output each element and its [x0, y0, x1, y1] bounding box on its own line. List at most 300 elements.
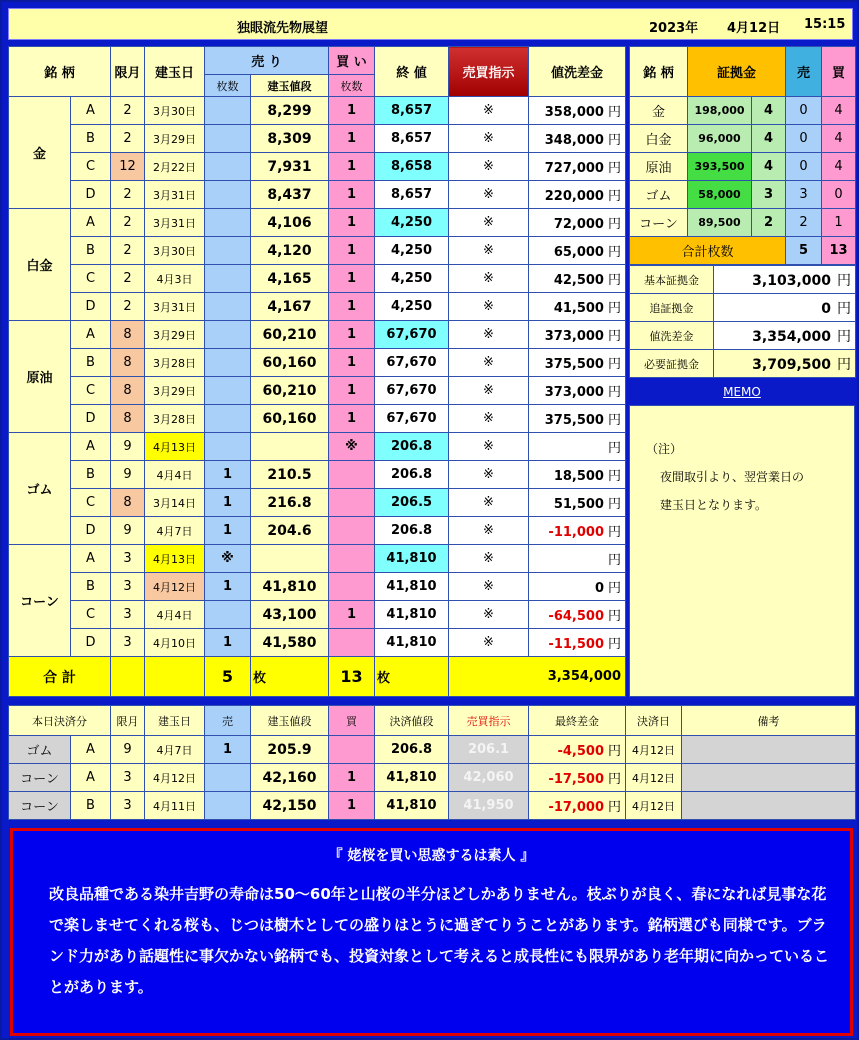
table-row: [9, 405, 626, 433]
row-close: 8,657: [375, 125, 449, 153]
row-gengetsu: 2: [111, 125, 145, 153]
row-price: 210.5: [251, 461, 329, 489]
row-close: 8,658: [375, 153, 449, 181]
row-tategyokubi: 2月22日: [145, 153, 205, 181]
row-diff: [529, 517, 626, 545]
row-tategyokubi: 3月31日: [145, 293, 205, 321]
row-diff-value: -11,000: [548, 525, 604, 540]
settle-close: 41,810: [375, 792, 449, 820]
row-tategyokubi: 3月30日: [145, 237, 205, 265]
row-grade: B: [71, 573, 111, 601]
group-name: 金: [9, 97, 71, 209]
settle-diff-unit: 円: [607, 772, 621, 787]
row-buy-qty: 1: [329, 181, 375, 209]
row-gengetsu: 8: [111, 321, 145, 349]
margin-amount: 96,000: [688, 125, 752, 153]
row-diff: [529, 265, 626, 293]
row-price: 41,580: [251, 629, 329, 657]
row-tategyokubi: 4月13日: [145, 433, 205, 461]
row-diff-unit: 円: [607, 385, 621, 400]
row-close: 67,670: [375, 377, 449, 405]
row-close: 41,810: [375, 601, 449, 629]
row-price: 60,160: [251, 349, 329, 377]
row-close: 4,250: [375, 293, 449, 321]
row-gengetsu: 3: [111, 573, 145, 601]
settle-col-kind: 本日決済分: [9, 706, 111, 736]
row-diff-value: 72,000: [553, 217, 604, 232]
table-row: [9, 321, 626, 349]
row-grade: D: [71, 517, 111, 545]
settle-col-kessai-nedan: 決済値段: [375, 706, 449, 736]
margin-summary-row: [630, 294, 856, 322]
margin-table: [629, 46, 856, 265]
row-gengetsu: 9: [111, 517, 145, 545]
col-uri-maisu: 枚数: [205, 75, 251, 97]
row-diff: [529, 573, 626, 601]
row-buy-qty: 1: [329, 293, 375, 321]
row-gengetsu: 3: [111, 601, 145, 629]
margin-body: [630, 97, 856, 237]
table-row: [9, 125, 626, 153]
memo-note-label: （注）: [646, 442, 683, 456]
row-sell-qty: [205, 377, 251, 405]
table-row: [9, 629, 626, 657]
row-instruction: ※: [449, 237, 529, 265]
row-instruction: ※: [449, 489, 529, 517]
memo-note-line2: 建玉日となります。: [660, 498, 768, 512]
summary-unit: 円: [837, 300, 851, 317]
settlement-table: [8, 705, 856, 820]
row-diff: [529, 461, 626, 489]
row-buy-qty: 1: [329, 153, 375, 181]
col-baibai-shiji: 売買指示: [449, 47, 529, 97]
col-tategyoku-nedan: 建玉値段: [251, 75, 329, 97]
settle-col-baibai-shiji: 売買指示: [449, 706, 529, 736]
row-close: 8,657: [375, 97, 449, 125]
settle-sell-qty: [205, 764, 251, 792]
settle-diff-value: -17,500: [548, 772, 604, 787]
row-tategyokubi: 3月28日: [145, 349, 205, 377]
row-diff: [529, 293, 626, 321]
row-tategyokubi: 3月29日: [145, 125, 205, 153]
row-tategyokubi: 4月7日: [145, 517, 205, 545]
row-sell-qty: [205, 125, 251, 153]
row-buy-qty: 1: [329, 209, 375, 237]
row-diff-value: 373,000: [544, 385, 604, 400]
row-diff-unit: 円: [607, 581, 621, 596]
row-gengetsu: 2: [111, 97, 145, 125]
row-tategyokubi: 4月10日: [145, 629, 205, 657]
row-buy-qty: 1: [329, 349, 375, 377]
row-price: [251, 433, 329, 461]
row-grade: B: [71, 125, 111, 153]
row-diff-unit: 円: [607, 413, 621, 428]
row-sell-qty: [205, 405, 251, 433]
header-date: 4月12日: [727, 21, 781, 36]
row-diff-value: 727,000: [544, 161, 604, 176]
summary-value: [714, 266, 856, 294]
settle-diff-value: -17,000: [548, 800, 604, 815]
row-gengetsu: 8: [111, 405, 145, 433]
row-tategyokubi: 4月3日: [145, 265, 205, 293]
row-gengetsu: 9: [111, 433, 145, 461]
margin-sell: 2: [786, 209, 822, 237]
margin-buy: 4: [822, 153, 856, 181]
col-owarine: 終 値: [375, 47, 449, 97]
settle-instruction: 41,950: [449, 792, 529, 820]
settle-grade: A: [71, 764, 111, 792]
margin-count: 4: [752, 97, 786, 125]
settle-buy-qty: [329, 736, 375, 764]
row-close: 206.8: [375, 433, 449, 461]
table-row: [9, 601, 626, 629]
row-gengetsu: 2: [111, 237, 145, 265]
col-tategyokubi: 建玉日: [145, 47, 205, 97]
row-gengetsu: 2: [111, 209, 145, 237]
row-diff-unit: 円: [607, 469, 621, 484]
row-instruction: ※: [449, 405, 529, 433]
row-sell-qty: 1: [205, 573, 251, 601]
row-diff-unit: 円: [607, 105, 621, 120]
row-diff: [529, 629, 626, 657]
table-row: [9, 237, 626, 265]
margin-amount: 198,000: [688, 97, 752, 125]
row-buy-qty: [329, 489, 375, 517]
total-label: 合 計: [9, 657, 111, 697]
row-diff-unit: 円: [607, 161, 621, 176]
row-sell-qty: [205, 349, 251, 377]
row-diff-value: 42,500: [553, 273, 604, 288]
memo-link[interactable]: MEMO: [723, 385, 761, 399]
summary-amount: 3,354,000: [752, 328, 831, 345]
summary-value: [714, 322, 856, 350]
table-row: [9, 461, 626, 489]
settle-sell-qty: [205, 792, 251, 820]
table-row: [9, 517, 626, 545]
row-sell-qty: [205, 209, 251, 237]
row-price: 4,167: [251, 293, 329, 321]
settle-price: 42,160: [251, 764, 329, 792]
summary-label: 必要証拠金: [630, 350, 714, 378]
settle-price: 205.9: [251, 736, 329, 764]
row-diff: [529, 321, 626, 349]
row-grade: A: [71, 433, 111, 461]
settle-col-kai: 買: [329, 706, 375, 736]
settle-gengetsu: 3: [111, 792, 145, 820]
row-price: 8,309: [251, 125, 329, 153]
margin-count: 4: [752, 153, 786, 181]
total-buy-unit: 枚: [375, 657, 449, 697]
row-price: 216.8: [251, 489, 329, 517]
settle-diff: [529, 792, 626, 820]
summary-value: [714, 294, 856, 322]
row-diff-value: 358,000: [544, 105, 604, 120]
row-buy-qty: ※: [329, 433, 375, 461]
settle-price: 42,150: [251, 792, 329, 820]
margin-col-meigara: 銘 柄: [630, 47, 688, 97]
row-diff-value: 41,500: [553, 301, 604, 316]
row-grade: D: [71, 181, 111, 209]
row-grade: C: [71, 377, 111, 405]
table-row: [9, 489, 626, 517]
row-diff-value: 373,000: [544, 329, 604, 344]
row-sell-qty: 1: [205, 489, 251, 517]
row-diff-unit: 円: [607, 189, 621, 204]
row-gengetsu: 3: [111, 629, 145, 657]
settle-col-saishu: 最終差金: [529, 706, 626, 736]
row-close: 67,670: [375, 349, 449, 377]
message-box: [10, 828, 853, 1036]
row-buy-qty: [329, 517, 375, 545]
row-sell-qty: 1: [205, 629, 251, 657]
table-row: [9, 293, 626, 321]
row-tategyokubi: 4月4日: [145, 461, 205, 489]
margin-summary-row: [630, 322, 856, 350]
row-instruction: ※: [449, 349, 529, 377]
margin-sell: 0: [786, 97, 822, 125]
row-sell-qty: [205, 433, 251, 461]
row-gengetsu: 3: [111, 545, 145, 573]
header-year: 2023年: [649, 21, 699, 36]
row-instruction: ※: [449, 629, 529, 657]
settle-name: コーン: [9, 764, 71, 792]
row-diff: [529, 125, 626, 153]
row-close: 67,670: [375, 405, 449, 433]
memo-panel: [629, 405, 855, 697]
row-diff: [529, 405, 626, 433]
row-instruction: ※: [449, 153, 529, 181]
settle-grade: A: [71, 736, 111, 764]
row-buy-qty: 1: [329, 97, 375, 125]
table-row: [9, 265, 626, 293]
row-price: 60,210: [251, 377, 329, 405]
row-instruction: ※: [449, 293, 529, 321]
row-instruction: ※: [449, 601, 529, 629]
margin-count-label: 合計枚数: [630, 237, 786, 265]
row-buy-qty: 1: [329, 377, 375, 405]
summary-unit: 円: [837, 356, 851, 373]
row-diff: [529, 97, 626, 125]
settlement-row: [9, 792, 856, 820]
margin-buy: 0: [822, 181, 856, 209]
row-diff-unit: 円: [607, 357, 621, 372]
row-diff-value: 220,000: [544, 189, 604, 204]
positions-table: [8, 46, 626, 697]
settle-col-kessaibi: 決済日: [626, 706, 682, 736]
margin-summary-row: [630, 266, 856, 294]
margin-summary-body: [630, 266, 856, 378]
row-instruction: ※: [449, 377, 529, 405]
row-diff-unit: 円: [607, 525, 621, 540]
row-buy-qty: 1: [329, 237, 375, 265]
row-tategyokubi: 4月13日: [145, 545, 205, 573]
margin-col-shokokin: 証拠金: [688, 47, 786, 97]
row-diff-unit: 円: [607, 441, 621, 456]
row-tategyokubi: 3月31日: [145, 209, 205, 237]
settle-date: 4月12日: [626, 736, 682, 764]
table-row: [9, 433, 626, 461]
settle-note: [682, 764, 856, 792]
margin-count-sell: 5: [786, 237, 822, 265]
row-diff-unit: 円: [607, 637, 621, 652]
row-diff-unit: 円: [607, 245, 621, 260]
col-meigara: 銘 柄: [9, 47, 111, 97]
margin-name: 金: [630, 97, 688, 125]
group-name: 白金: [9, 209, 71, 321]
row-close: 8,657: [375, 181, 449, 209]
row-buy-qty: [329, 629, 375, 657]
row-diff-unit: 円: [607, 609, 621, 624]
margin-sell: 0: [786, 153, 822, 181]
settle-col-uri: 売: [205, 706, 251, 736]
settle-instruction: 42,060: [449, 764, 529, 792]
row-gengetsu: 12: [111, 153, 145, 181]
summary-value: [714, 350, 856, 378]
table-row: [9, 377, 626, 405]
col-kai-maisu: 枚数: [329, 75, 375, 97]
row-sell-qty: [205, 321, 251, 349]
row-gengetsu: 2: [111, 293, 145, 321]
col-nearai: 値洗差金: [529, 47, 626, 97]
row-diff-unit: 円: [607, 497, 621, 512]
settle-close: 206.8: [375, 736, 449, 764]
row-grade: C: [71, 153, 111, 181]
row-gengetsu: 9: [111, 461, 145, 489]
row-diff-value: 375,500: [544, 357, 604, 372]
settle-diff-unit: 円: [607, 744, 621, 759]
settle-note: [682, 792, 856, 820]
margin-name: ゴム: [630, 181, 688, 209]
row-grade: A: [71, 545, 111, 573]
row-grade: A: [71, 321, 111, 349]
total-diff: 3,354,000: [449, 657, 626, 697]
table-row: [9, 209, 626, 237]
row-tategyokubi: 3月29日: [145, 377, 205, 405]
row-instruction: ※: [449, 209, 529, 237]
row-diff: [529, 489, 626, 517]
row-close: 4,250: [375, 209, 449, 237]
row-grade: B: [71, 237, 111, 265]
row-tategyokubi: 3月14日: [145, 489, 205, 517]
message-title: 『 姥桜を買い思惑するは素人 』: [328, 848, 535, 864]
margin-count: 3: [752, 181, 786, 209]
row-instruction: ※: [449, 125, 529, 153]
row-diff: [529, 181, 626, 209]
settle-col-biko: 備考: [682, 706, 856, 736]
col-kai: 買 い: [329, 47, 375, 75]
row-grade: D: [71, 629, 111, 657]
row-diff-value: -11,500: [548, 637, 604, 652]
row-grade: C: [71, 265, 111, 293]
total-sell-unit: 枚: [251, 657, 329, 697]
row-grade: B: [71, 349, 111, 377]
row-price: 4,120: [251, 237, 329, 265]
table-row: [9, 97, 626, 125]
row-buy-qty: 1: [329, 265, 375, 293]
margin-name: 白金: [630, 125, 688, 153]
row-gengetsu: 8: [111, 489, 145, 517]
settle-date: 4月12日: [626, 792, 682, 820]
settle-diff: [529, 764, 626, 792]
col-gengetsu: 限月: [111, 47, 145, 97]
row-gengetsu: 2: [111, 181, 145, 209]
margin-count-buy: 13: [822, 237, 856, 265]
margin-count: 2: [752, 209, 786, 237]
row-diff-value: 0: [594, 581, 604, 596]
summary-label: 追証拠金: [630, 294, 714, 322]
row-instruction: ※: [449, 97, 529, 125]
row-grade: C: [71, 489, 111, 517]
row-diff: [529, 209, 626, 237]
settle-buy-qty: 1: [329, 764, 375, 792]
row-instruction: ※: [449, 517, 529, 545]
settle-sell-qty: 1: [205, 736, 251, 764]
row-price: 4,106: [251, 209, 329, 237]
settle-name: コーン: [9, 792, 71, 820]
row-price: 204.6: [251, 517, 329, 545]
settle-name: ゴム: [9, 736, 71, 764]
margin-amount: 393,500: [688, 153, 752, 181]
title-bar: [8, 8, 853, 40]
header-time: 15:15: [804, 17, 846, 32]
row-diff-unit: 円: [607, 133, 621, 148]
positions-body: [9, 97, 626, 657]
settle-instruction: 206.1: [449, 736, 529, 764]
settlement-table-wrap: [8, 705, 855, 820]
row-grade: C: [71, 601, 111, 629]
settle-diff-value: -4,500: [557, 744, 604, 759]
row-close: 206.8: [375, 517, 449, 545]
summary-amount: 0: [821, 300, 831, 317]
row-price: [251, 545, 329, 573]
margin-buy: 4: [822, 97, 856, 125]
settle-col-tategyoku-nedan: 建玉値段: [251, 706, 329, 736]
margin-sell: 3: [786, 181, 822, 209]
table-row: [9, 181, 626, 209]
row-grade: D: [71, 405, 111, 433]
margin-sell: 0: [786, 125, 822, 153]
row-instruction: ※: [449, 433, 529, 461]
row-price: 41,810: [251, 573, 329, 601]
row-sell-qty: [205, 237, 251, 265]
row-grade: A: [71, 209, 111, 237]
row-diff-unit: 円: [607, 301, 621, 316]
col-uri: 売 り: [205, 47, 329, 75]
group-name: コーン: [9, 545, 71, 657]
row-tategyokubi: 3月28日: [145, 405, 205, 433]
row-diff: [529, 153, 626, 181]
row-tategyokubi: 4月4日: [145, 601, 205, 629]
row-instruction: ※: [449, 321, 529, 349]
group-name: ゴム: [9, 433, 71, 545]
table-row: [9, 153, 626, 181]
margin-amount: 58,000: [688, 181, 752, 209]
margin-row: [630, 153, 856, 181]
total-buy-count: 13: [329, 657, 375, 697]
margin-row: [630, 209, 856, 237]
row-close: 206.8: [375, 461, 449, 489]
settle-close: 41,810: [375, 764, 449, 792]
summary-unit: 円: [837, 328, 851, 345]
row-instruction: ※: [449, 573, 529, 601]
row-sell-qty: [205, 153, 251, 181]
summary-label: 基本証拠金: [630, 266, 714, 294]
row-buy-qty: [329, 545, 375, 573]
row-sell-qty: 1: [205, 517, 251, 545]
settle-tategyokubi: 4月12日: [145, 764, 205, 792]
summary-amount: 3,103,000: [752, 272, 831, 289]
settlement-row: [9, 736, 856, 764]
